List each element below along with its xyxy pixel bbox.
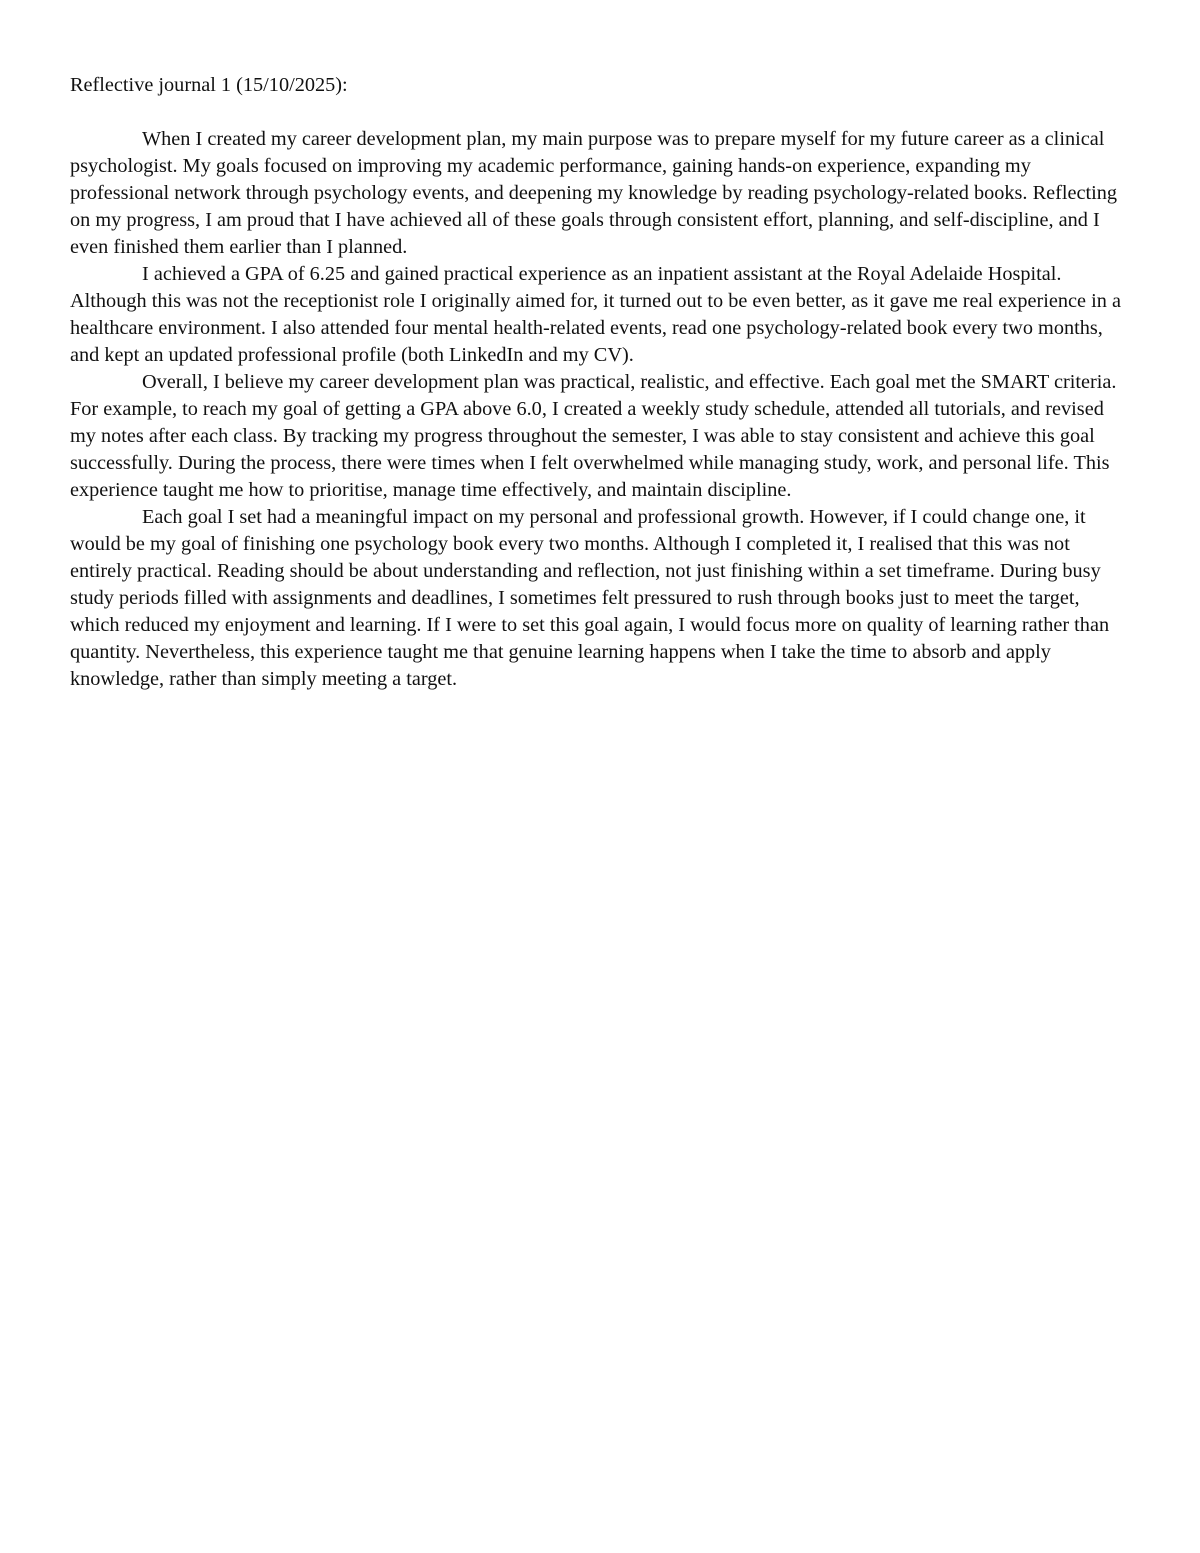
journal-heading: Reflective journal 1 (15/10/2025): [70, 74, 348, 96]
paragraph-4: Each goal I set had a meaningful impact on my personal and professional growth. However, if I could change one, it would be my goal of finishing one psychology book every two months. Although I completed it, I realised that this was not entirely practical. Reading should be about understanding and reflection, not just finishing within a set timeframe. During busy study periods filled with assignments and deadlines, I sometimes felt pressured to rush through books just to meet the target, which reduced my enjoyment and learning. If I were to set this goal again, I would focus more on quality of learning rather than quantity. Nevertheless, this experience taught me that genuine learning happens when I take the time to absorb and apply knowledge, rather than simply meeting a target. [70, 506, 1110, 690]
paragraph-2: I achieved a GPA of 6.25 and gained practical experience as an inpatient assistant at the Royal Adelaide Hospital. Although this was not the receptionist role I originally aimed for, it turned out to be even better, as it gave me real experience in a healthcare environment. I also attended four mental health-related events, read one psychology-related book every two months, and kept an updated professional profile (both LinkedIn and my CV). [70, 263, 1121, 366]
document-body [70, 72, 1132, 693]
paragraph-3: Overall, I believe my career development plan was practical, realistic, and effective. Each goal met the SMART criteria. For example, to reach my goal of getting a GPA above 6.0, I created a weekly study schedule, attended all tutorials, and revised my notes after each class. By tracking my progress throughout the semester, I was able to stay consistent and achieve this goal successfully. During the process, there were times when I felt overwhelmed while managing study, work, and personal life. This experience taught me how to prioritise, manage time effectively, and maintain discipline. [70, 371, 1117, 501]
paragraph-1: When I created my career development plan, my main purpose was to prepare myself for my future career as a clinical psychologist. My goals focused on improving my academic performance, gaining hands-on experience, expanding my professional network through psychology events, and deepening my knowledge by reading psychology-related books. Reflecting on my progress, I am proud that I have achieved all of these goals through consistent effort, planning, and self-discipline, and I even finished them earlier than I planned. [70, 128, 1118, 258]
